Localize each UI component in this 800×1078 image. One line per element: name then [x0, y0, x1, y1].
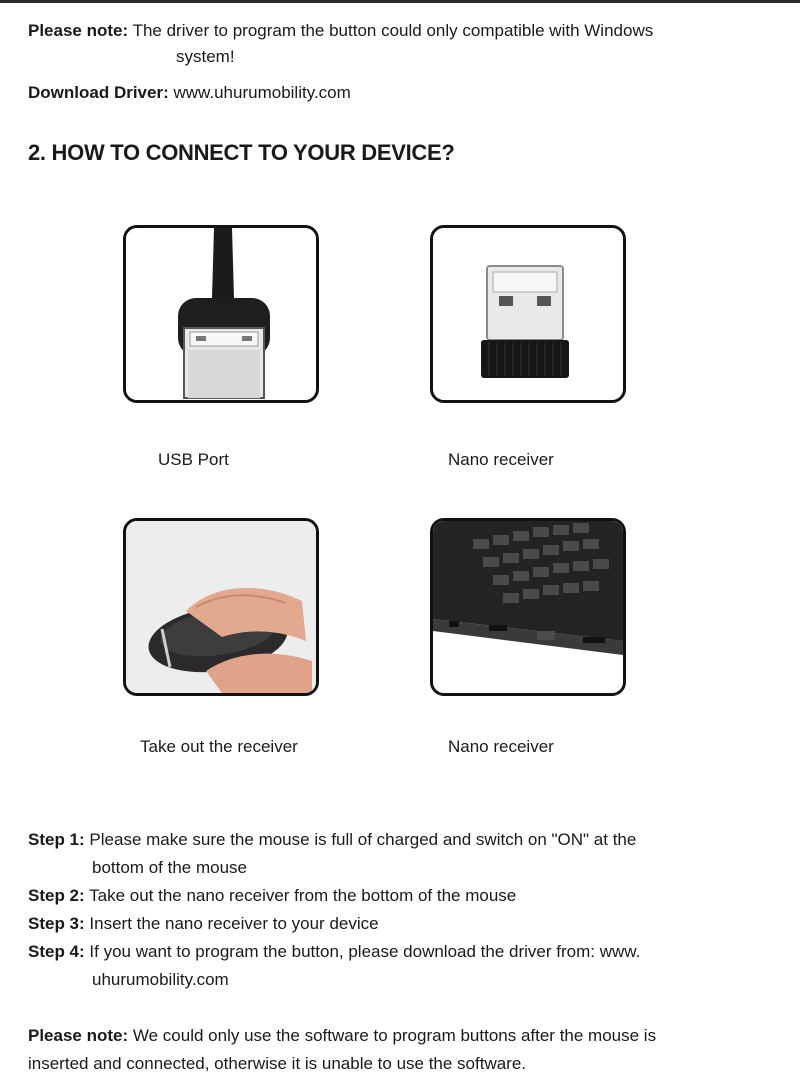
step-3-text: Insert the nano receiver to your device: [89, 914, 379, 933]
note-text-line1: The driver to program the button could only compatible with Windows: [132, 21, 654, 40]
software-note-text-line2: inserted and connected, otherwise it is unable to use the software.: [28, 1054, 527, 1073]
top-rule: [0, 0, 800, 3]
download-label: Download Driver:: [28, 83, 169, 102]
caption-take-out-receiver: Take out the receiver: [140, 737, 298, 756]
step-1-text-cont: bottom of the mouse: [92, 858, 247, 877]
download-url[interactable]: www.uhurumobility.com: [173, 83, 351, 102]
step-1-label: Step 1:: [28, 830, 85, 849]
step-2-text: Take out the nano receiver from the bottom of the mouse: [89, 886, 517, 905]
step-2: [28, 882, 778, 910]
step-1-text: Please make sure the mouse is full of charged and switch on "ON" at the: [89, 830, 637, 849]
section-heading: 2. HOW TO CONNECT TO YOUR DEVICE?: [28, 140, 455, 165]
step-3-label: Step 3:: [28, 914, 85, 933]
hand-mouse-icon: [126, 521, 316, 693]
steps-list: [28, 826, 778, 994]
laptop-receiver-icon: [433, 521, 623, 693]
step-4-text-cont: uhurumobility.com: [92, 970, 229, 989]
software-note: [28, 1022, 778, 1078]
step-2-label: Step 2:: [28, 886, 85, 905]
step-4: [28, 938, 778, 966]
caption-usb-port: USB Port: [158, 450, 229, 469]
laptop-receiver-image: [430, 518, 626, 696]
driver-note: [28, 18, 778, 70]
download-driver: [28, 80, 351, 106]
step-3: [28, 910, 778, 938]
usb-port-image: [123, 225, 319, 403]
step-4-text: If you want to program the button, please download the driver from: www.: [89, 942, 641, 961]
note-label: Please note:: [28, 21, 129, 40]
nano-receiver-icon: [433, 228, 623, 400]
step-4-label: Step 4:: [28, 942, 85, 961]
caption-nano-receiver: Nano receiver: [448, 450, 554, 469]
caption-laptop-receiver: Nano receiver: [448, 737, 554, 756]
take-out-receiver-image: [123, 518, 319, 696]
step-1: [28, 826, 778, 854]
software-note-label: Please note:: [28, 1026, 129, 1045]
note-text-line2: system!: [176, 47, 235, 66]
usb-cable-icon: [126, 228, 316, 400]
software-note-text-line1: We could only use the software to program buttons after the mouse is: [132, 1026, 657, 1045]
nano-receiver-image: [430, 225, 626, 403]
